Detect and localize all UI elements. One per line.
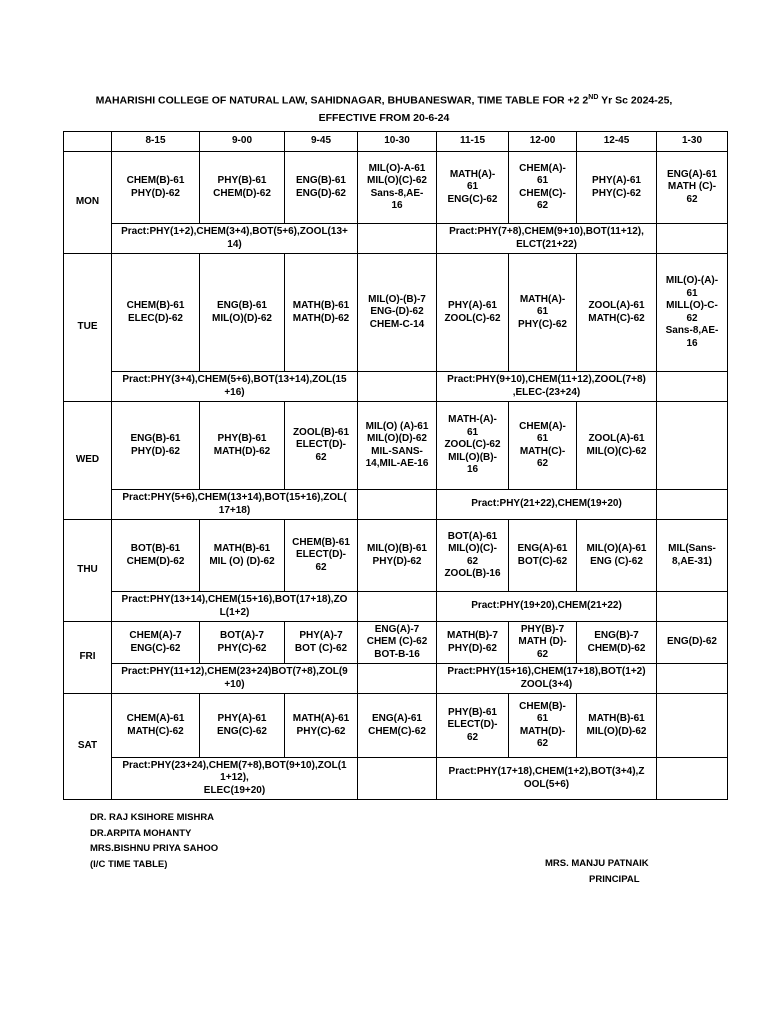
practical-empty — [657, 758, 728, 800]
practical-empty — [657, 372, 728, 402]
practical-left: Pract:PHY(1+2),CHEM(3+4),BOT(5+6),ZOOL(13+ 14) — [112, 224, 358, 254]
day-row — [64, 694, 728, 758]
staff-name: DR.ARPITA MOHANTY — [90, 827, 192, 839]
practical-left: Pract:PHY(13+14),CHEM(15+16),BOT(17+18),ZO L(1+2) — [112, 592, 358, 622]
class-cell: MATH(A)-61 PHY(C)-62 — [285, 694, 358, 758]
practical-right: Pract:PHY(19+20),CHEM(21+22) — [437, 592, 657, 622]
practical-row — [64, 664, 728, 694]
document-title: MAHARISHI COLLEGE OF NATURAL LAW, SAHIDNAGAR, BHUBANESWAR, TIME TABLE FOR +2 2ND Yr Sc 2024-25, — [95, 94, 673, 107]
class-cell: CHEM(B)-61 PHY(D)-62 — [112, 152, 200, 224]
effective-date: EFFECTIVE FROM 20-6-24 — [318, 112, 450, 124]
class-cell: MIL(Sans- 8,AE-31) — [657, 520, 728, 592]
day-row — [64, 622, 728, 664]
day-label: SAT — [64, 694, 112, 800]
day-row — [64, 520, 728, 592]
day-label: WED — [64, 402, 112, 520]
class-cell: PHY(A)-61 ZOOL(C)-62 — [437, 254, 509, 372]
practical-right: Pract:PHY(7+8),CHEM(9+10),BOT(11+12), ELCT(21+22) — [437, 224, 657, 254]
class-cell: BOT(A)-7 PHY(C)-62 — [200, 622, 285, 664]
corner-cell — [64, 132, 112, 152]
time-header: 9-00 — [200, 132, 285, 152]
practical-right: Pract:PHY(15+16),CHEM(17+18),BOT(1+2) ZOOL(3+4) — [437, 664, 657, 694]
practical-empty — [657, 592, 728, 622]
class-cell: MATH(B)-7 PHY(D)-62 — [437, 622, 509, 664]
class-cell: ZOOL(A)-61 MIL(O)(C)-62 — [577, 402, 657, 490]
time-header: 12-00 — [509, 132, 577, 152]
time-header: 1-30 — [657, 132, 728, 152]
class-cell: MATH(A)- 61 PHY(C)-62 — [509, 254, 577, 372]
class-cell: PHY(B)-61 CHEM(D)-62 — [200, 152, 285, 224]
practical-row — [64, 372, 728, 402]
practical-row — [64, 592, 728, 622]
class-cell: ENG(D)-62 — [657, 622, 728, 664]
practical-right: Pract:PHY(9+10),CHEM(11+12),ZOOL(7+8) ,ELEC-(23+24) — [437, 372, 657, 402]
practical-left: Pract:PHY(11+12),CHEM(23+24)BOT(7+8),ZOL(9 +10) — [112, 664, 358, 694]
class-cell: PHY(B)-61 ELECT(D)- 62 — [437, 694, 509, 758]
day-label: FRI — [64, 622, 112, 694]
class-cell: ENG(A)-7 CHEM (C)-62 BOT-B-16 — [358, 622, 437, 664]
timetable — [63, 131, 728, 800]
day-row — [64, 402, 728, 490]
class-cell: BOT(A)-61 MIL(O)(C)- 62 ZOOL(B)-16 — [437, 520, 509, 592]
class-cell: CHEM(B)-61 ELEC(D)-62 — [112, 254, 200, 372]
class-cell: MIL(O)(B)-61 PHY(D)-62 — [358, 520, 437, 592]
practical-gap — [358, 758, 437, 800]
practical-empty — [657, 490, 728, 520]
class-cell: ENG(B)-61 PHY(D)-62 — [112, 402, 200, 490]
class-cell: MATH(B)-61 MATH(D)-62 — [285, 254, 358, 372]
practical-gap — [358, 592, 437, 622]
class-cell: ENG(B)-7 CHEM(D)-62 — [577, 622, 657, 664]
class-cell — [657, 402, 728, 490]
class-cell: ENG(A)-61 BOT(C)-62 — [509, 520, 577, 592]
class-cell: PHY(A)-61 ENG(C)-62 — [200, 694, 285, 758]
day-row — [64, 152, 728, 224]
time-header: 8-15 — [112, 132, 200, 152]
staff-name: DR. RAJ KSIHORE MISHRA — [90, 812, 215, 823]
class-cell: CHEM(B)- 61 MATH(D)- 62 — [509, 694, 577, 758]
class-cell: MIL(O)-(B)-7 ENG-(D)-62 CHEM-C-14 — [358, 254, 437, 372]
class-cell: MATH-(A)- 61 ZOOL(C)-62 MIL(O)(B)- 16 — [437, 402, 509, 490]
class-cell — [657, 694, 728, 758]
class-cell: ZOOL(B)-61 ELECT(D)- 62 — [285, 402, 358, 490]
time-header: 10-30 — [358, 132, 437, 152]
practical-row — [64, 490, 728, 520]
class-cell: BOT(B)-61 CHEM(D)-62 — [112, 520, 200, 592]
class-cell: CHEM(A)-7 ENG(C)-62 — [112, 622, 200, 664]
class-cell: MATH(A)- 61 ENG(C)-62 — [437, 152, 509, 224]
class-cell: PHY(B)-61 MATH(D)-62 — [200, 402, 285, 490]
class-cell: ENG(B)-61 ENG(D)-62 — [285, 152, 358, 224]
practical-row — [64, 758, 728, 800]
time-header: 11-15 — [437, 132, 509, 152]
class-cell: MIL(O)-(A)- 61 MILL(O)-C- 62 Sans-8,AE- 16 — [657, 254, 728, 372]
principal-name: MRS. MANJU PATNAIK — [545, 858, 649, 869]
principal-title: PRINCIPAL — [589, 873, 640, 885]
class-cell: PHY(B)-7 MATH (D)- 62 — [509, 622, 577, 664]
class-cell: CHEM(A)-61 MATH(C)-62 — [112, 694, 200, 758]
class-cell: MIL(O)(A)-61 ENG (C)-62 — [577, 520, 657, 592]
staff-name: MRS.BISHNU PRIYA SAHOO — [90, 843, 219, 854]
practical-row — [64, 224, 728, 254]
class-cell: ZOOL(A)-61 MATH(C)-62 — [577, 254, 657, 372]
day-label: TUE — [64, 254, 112, 402]
practical-empty — [657, 224, 728, 254]
day-label: THU — [64, 520, 112, 622]
practical-right: Pract:PHY(21+22),CHEM(19+20) — [437, 490, 657, 520]
practical-gap — [358, 664, 437, 694]
practical-left: Pract:PHY(5+6),CHEM(13+14),BOT(15+16),ZOL( 17+18) — [112, 490, 358, 520]
practical-empty — [657, 664, 728, 694]
practical-right: Pract:PHY(17+18),CHEM(1+2),BOT(3+4),Z OOL(5+6) — [437, 758, 657, 800]
class-cell: MATH(B)-61 MIL (O) (D)-62 — [200, 520, 285, 592]
day-label: MON — [64, 152, 112, 254]
practical-left: Pract:PHY(23+24),CHEM(7+8),BOT(9+10),ZOL(1 1+12), ELEC(19+20) — [112, 758, 358, 800]
time-header-row — [64, 132, 728, 152]
class-cell: ENG(A)-61 CHEM(C)-62 — [358, 694, 437, 758]
class-cell: ENG(A)-61 MATH (C)- 62 — [657, 152, 728, 224]
practical-left: Pract:PHY(3+4),CHEM(5+6),BOT(13+14),ZOL(15 +16) — [112, 372, 358, 402]
time-header: 12-45 — [577, 132, 657, 152]
class-cell: MIL(O)-A-61 MIL(O)(C)-62 Sans-8,AE- 16 — [358, 152, 437, 224]
day-row — [64, 254, 728, 372]
class-cell: CHEM(A)- 61 MATH(C)- 62 — [509, 402, 577, 490]
time-header: 9-45 — [285, 132, 358, 152]
class-cell: MATH(B)-61 MIL(O)(D)-62 — [577, 694, 657, 758]
class-cell: PHY(A)-61 PHY(C)-62 — [577, 152, 657, 224]
class-cell: ENG(B)-61 MIL(O)(D)-62 — [200, 254, 285, 372]
class-cell: CHEM(B)-61 ELECT(D)- 62 — [285, 520, 358, 592]
class-cell: PHY(A)-7 BOT (C)-62 — [285, 622, 358, 664]
practical-gap — [358, 372, 437, 402]
practical-gap — [358, 224, 437, 254]
staff-list — [90, 810, 218, 872]
class-cell: CHEM(A)- 61 CHEM(C)- 62 — [509, 152, 577, 224]
practical-gap — [358, 490, 437, 520]
principal-signature-block — [545, 856, 649, 887]
class-cell: MIL(O) (A)-61 MIL(O)(D)-62 MIL-SANS- 14,MIL-AE-16 — [358, 402, 437, 490]
staff-role: (I/C TIME TABLE) — [90, 858, 168, 870]
